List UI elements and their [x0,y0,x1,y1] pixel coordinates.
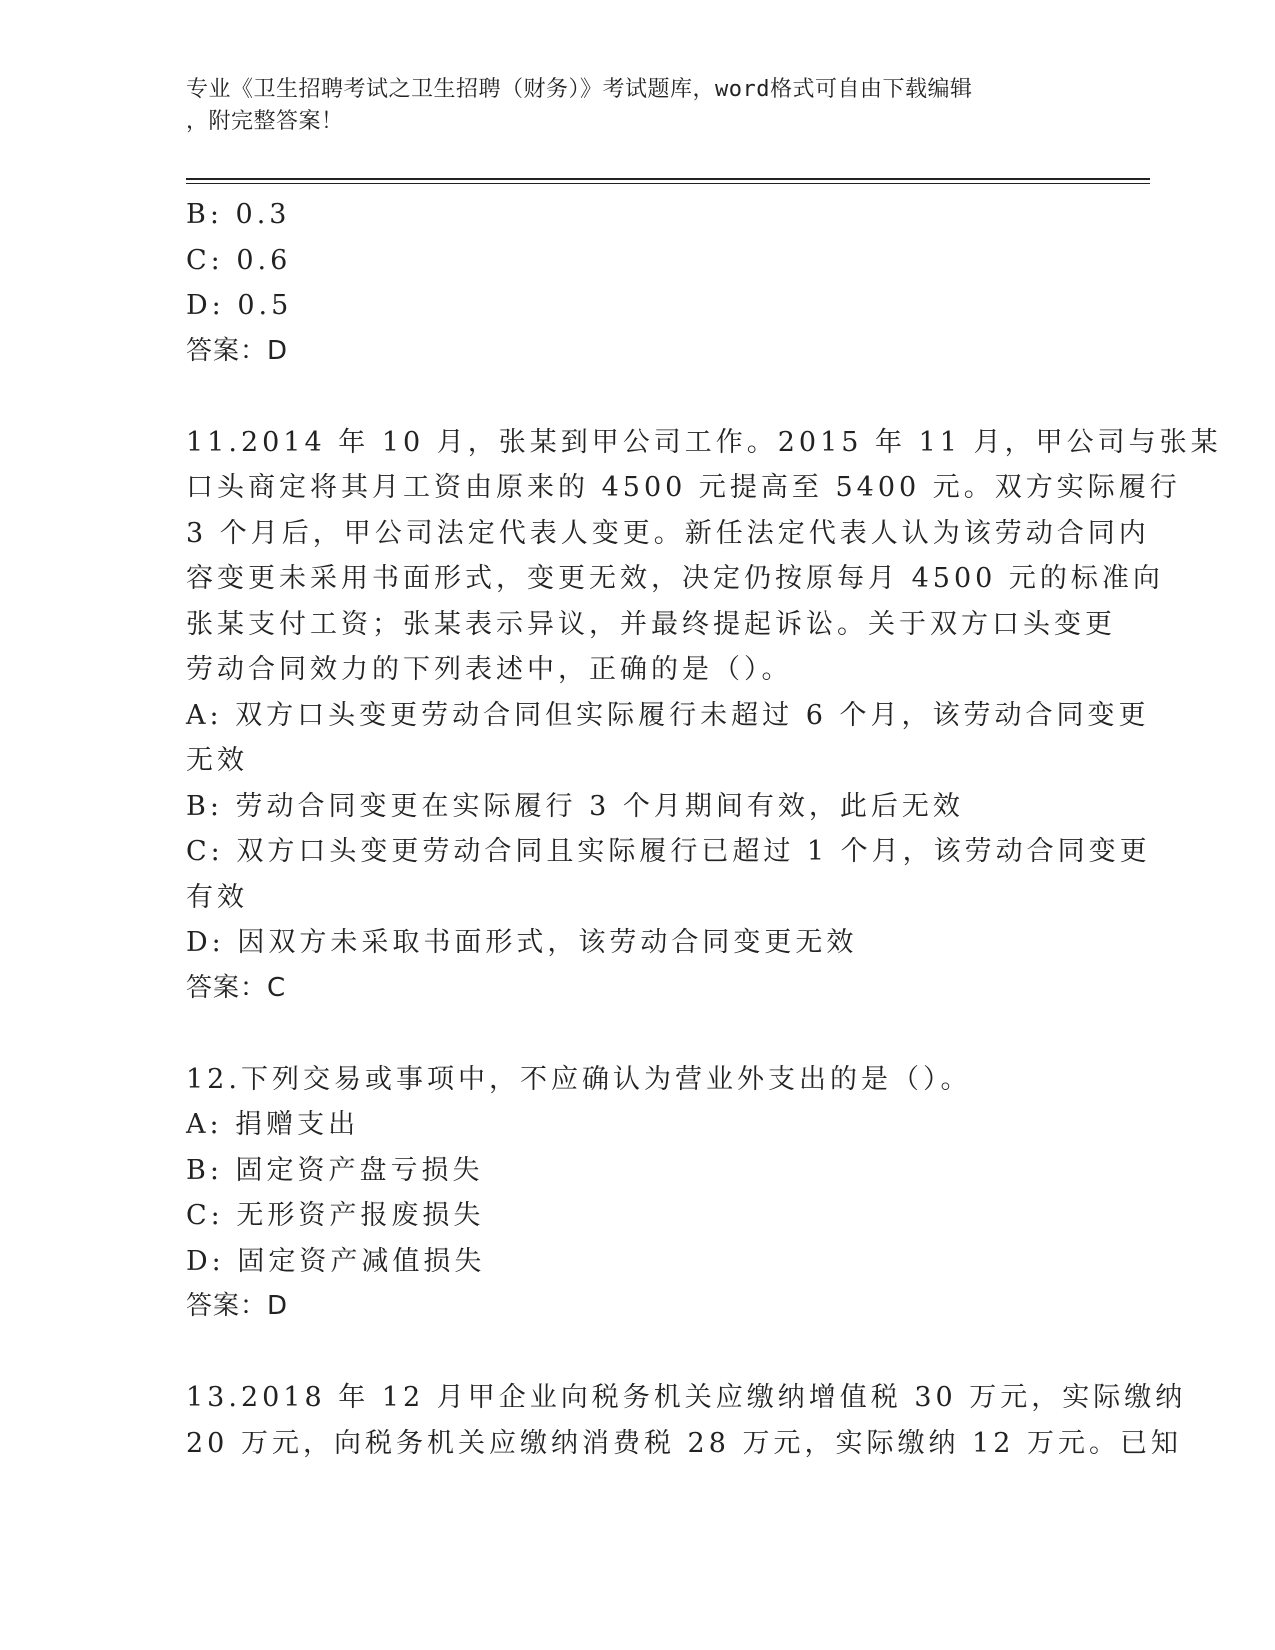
document-header [186,74,1086,138]
answer: 答案：C [186,972,287,1003]
spacer [186,374,1086,420]
question-13 [186,1375,1187,1466]
question-stem: 12.下列交易或事项中，不应确认为营业外支出的是（）。 [186,1063,972,1095]
question-stem-line: 11.2014 年 10 月，张某到甲公司工作。2015 年 11 月，甲公司与张某 [186,426,1222,458]
option-c: C: 双方口头变更劳动合同且实际履行已超过 1 个月，该劳动合同变更 [186,836,1151,867]
option-b: B: 劳动合同变更在实际履行 3 个月期间有效，此后无效 [186,790,964,822]
answer: 答案：D [186,335,289,366]
option-b: B: 固定资产盘亏损失 [186,1154,484,1186]
option-c-continued: 有效 [186,881,248,913]
option-c: C: 无形资产报废损失 [186,1200,485,1231]
question-stem-line: 3 个月后，甲公司法定代表人变更。新任法定代表人认为该劳动合同内 [186,517,1150,549]
question-12 [186,1057,1086,1330]
spacer [186,1330,1086,1376]
question-stem-line: 张某支付工资；张某表示异议，并最终提起诉讼。关于双方口头变更 [186,608,1116,640]
header-line-1: 专业《卫生招聘考试之卫生招聘（财务）》考试题库，word格式可自由下载编辑 [186,77,973,102]
option-d: D: 固定资产减值损失 [186,1245,486,1277]
option-c: C: 0.6 [186,244,292,276]
question-stem-line: 口头商定将其月工资由原来的 4500 元提高至 5400 元。双方实际履行 [186,472,1181,503]
option-a-continued: 无效 [186,745,248,776]
option-a: A: 捐赠支出 [186,1109,360,1140]
question-stem-line: 劳动合同效力的下列表述中，正确的是（）。 [186,654,793,685]
header-divider [186,178,1150,184]
question-stem-line: 容变更未采用书面形式，变更无效，决定仍按原每月 4500 元的标准向 [186,563,1164,594]
option-a: A: 双方口头变更劳动合同但实际履行未超过 6 个月，该劳动合同变更 [186,699,1150,731]
option-b: B: 0.3 [186,199,291,230]
spacer [186,1011,1086,1057]
header-line-2: ，附完整答案！ [186,109,344,134]
option-d: D: 因双方未采取书面形式，该劳动合同变更无效 [186,927,858,958]
answer: 答案：D [186,1291,289,1321]
question-11 [186,420,1222,1012]
question-stem-line: 13.2018 年 12 月甲企业向税务机关应缴纳增值税 30 万元，实际缴纳 [186,1382,1187,1413]
question-content [186,192,1222,1466]
question-stem-line: 20 万元，向税务机关应缴纳消费税 28 万元，实际缴纳 12 万元。已知 [186,1427,1182,1459]
option-d: D: 0.5 [186,290,293,321]
